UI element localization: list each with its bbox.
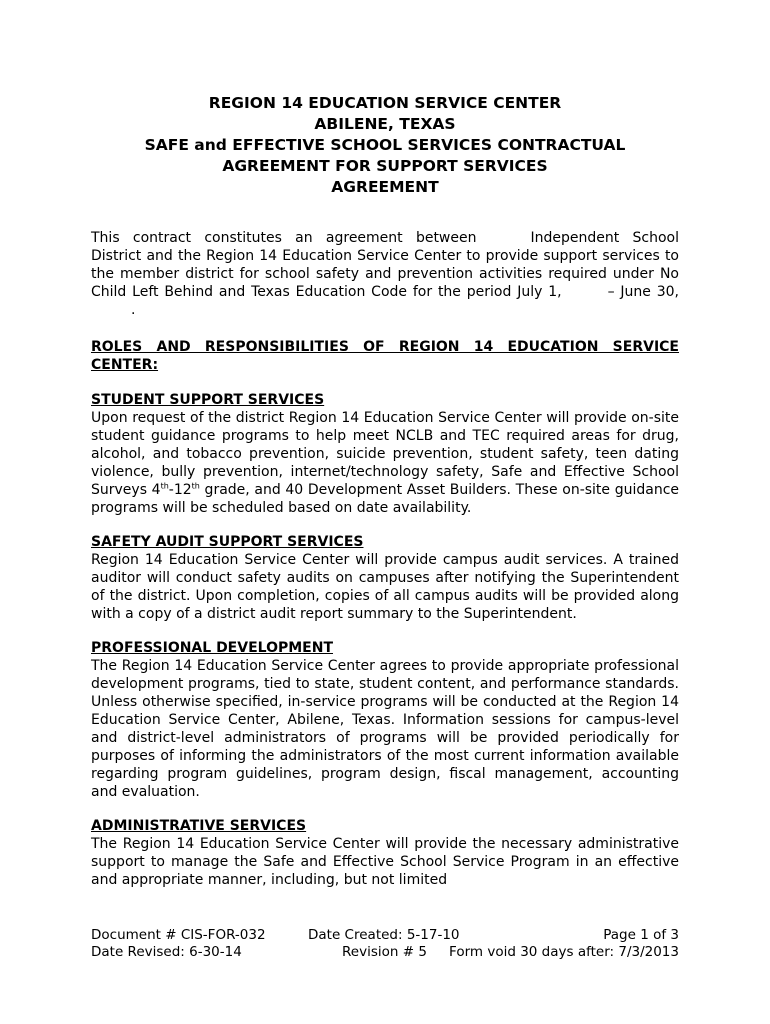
document-footer: [91, 927, 679, 961]
void-notice: Form void 30 days after: 7/3/2013: [449, 944, 679, 960]
professional-development-heading: PROFESSIONAL DEVELOPMENT: [91, 640, 333, 656]
revision-number: Revision # 5: [342, 944, 427, 960]
footer-row-2: [91, 944, 679, 961]
title-line-3: SAFE and EFFECTIVE SCHOOL SERVICES CONTRACTUAL: [144, 136, 626, 154]
document-title: [91, 93, 679, 198]
title-line-1: REGION 14 EDUCATION SERVICE CENTER: [208, 94, 562, 112]
title-line-5: AGREEMENT: [331, 178, 439, 196]
title-line-2: ABILENE, TEXAS: [314, 115, 456, 133]
document-number: Document # CIS-FOR-032: [91, 927, 266, 943]
date-revised: Date Revised: 6-30-14: [91, 944, 242, 960]
student-support-section: [91, 391, 679, 517]
safety-audit-text: Region 14 Education Service Center will provide campus audit services. A trained auditor will conduct safety audits on campuses after notifying the Superintendent of the district. Upon completion, copies of all campus audits will be provided along with a copy of a district audit report summary to the Superintendent.: [91, 552, 679, 622]
administrative-services-section: [91, 817, 679, 889]
document-body: [91, 229, 679, 905]
professional-development-section: [91, 639, 679, 801]
footer-row-1: [91, 927, 679, 944]
safety-audit-section: [91, 533, 679, 623]
superscript-th: th: [160, 481, 169, 491]
intro-text-2: Independent School District and the Region 14 Education Service Center to provide support services to the member district for school safety and prevention activities required under No Child Left Behind and Texas Education Code for the period July 1,: [91, 230, 679, 300]
student-text-c: grade, and 40 Development Asset Builders. These on-site guidance programs will be scheduled based on date availability.: [91, 482, 680, 516]
roles-heading: ROLES AND RESPONSIBILITIES OF REGION 14 EDUCATION SERVICE CENTER:: [91, 339, 679, 373]
title-line-4: AGREEMENT FOR SUPPORT SERVICES: [222, 157, 548, 175]
safety-audit-heading: SAFETY AUDIT SUPPORT SERVICES: [91, 534, 364, 550]
intro-text-3: – June 30,: [607, 284, 680, 300]
administrative-services-text: The Region 14 Education Service Center will provide the necessary administrative support to manage the Safe and Effective School Service Program in an effective and appropriate manner, including, but not limited: [91, 836, 679, 888]
intro-text-1: This contract constitutes an agreement between: [91, 230, 477, 246]
intro-text-4: .: [131, 302, 136, 318]
student-text-b: -12: [168, 482, 192, 498]
date-created: Date Created: 5-17-10: [308, 927, 460, 943]
student-text-a: Upon request of the district Region 14 Education Service Center will provide on-site student guidance programs to help meet NCLB and TEC required areas for drug, alcohol, and tobacco prevention, suicide prevention, student safety, teen dating violence, bully prevention, internet/technology safety, Safe and Effective School Surveys 4: [91, 410, 679, 498]
administrative-services-heading: ADMINISTRATIVE SERVICES: [91, 818, 307, 834]
student-support-heading: STUDENT SUPPORT SERVICES: [91, 392, 325, 408]
page-number: Page 1 of 3: [603, 927, 679, 943]
professional-development-text: The Region 14 Education Service Center agrees to provide appropriate professional development programs, tied to state, student content, and performance standards. Unless otherwise specified, in-service programs will be conducted at the Region 14 Education Service Center, Abilene, Texas. Information sessions for campus-level and district-level administrators of programs will be provided periodically for purposes of informing the administrators of the most current information available regarding program guidelines, program design, fiscal management, accounting and evaluation.: [91, 658, 679, 800]
intro-paragraph: [91, 229, 679, 319]
student-support-text: [91, 409, 679, 517]
superscript-th: th: [191, 481, 200, 491]
